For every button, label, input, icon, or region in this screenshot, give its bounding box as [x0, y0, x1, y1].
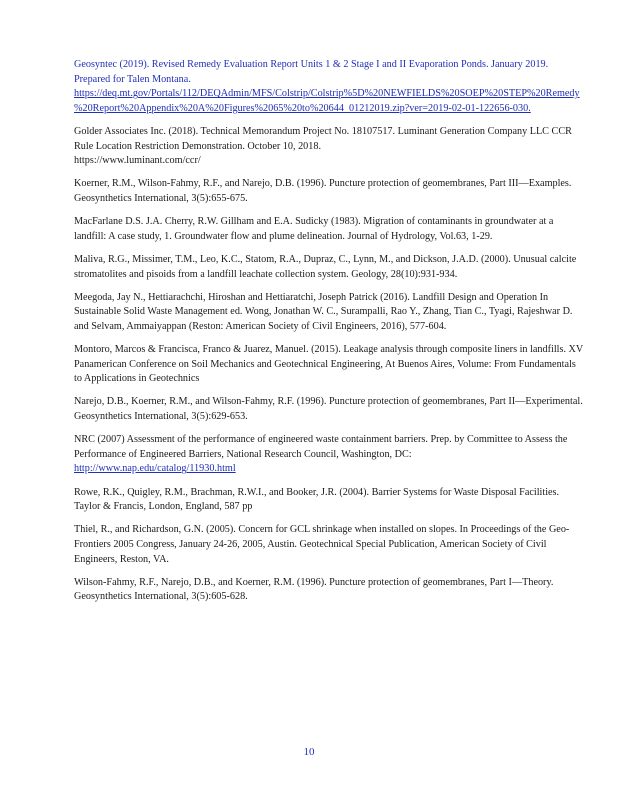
reference-entry: [74, 523, 584, 567]
reference-text: Maliva, R.G., Missimer, T.M., Leo, K.C., Statom, R.A., Dupraz, C., Lynn, M., and Dickson, J.A.D. (2000). Unusual calcite stromatolites and pisoids from a landfill leachate collection system. Geology, 28(10):931-934.: [74, 253, 577, 280]
reference-text: Thiel, R., and Richardson, G.N. (2005). Concern for GCL shrinkage when installed on slopes. In Proceedings of the Geo-Frontiers 2005 Congress, January 24-26, 2005, Austin. Geotechnical Special Publication, American Society of Civil Engineers, Reston, VA.: [74, 524, 570, 565]
reference-text: Montoro, Marcos & Francisca, Franco & Juarez, Manuel. (2015). Leakage analysis through composite liners in landfills. XV Panamerican Conference on Soil Mechanics and Geotechnical Engineering, At Buenos Aires, Volume: From Fundamentals to Applications in Geotechnics: [74, 344, 584, 385]
reference-text: MacFarlane D.S. J.A. Cherry, R.W. Gillham and E.A. Sudicky (1983). Migration of contaminants in groundwater at a landfill: A case study, 1. Groundwater flow and plume delineation. Journal of Hydrology, Vol.63, 1-29.: [74, 216, 554, 242]
reference-entry: [74, 486, 584, 515]
reference-entry: [74, 253, 584, 282]
reference-list: [74, 58, 584, 614]
reference-link[interactable]: http://www.nap.edu/catalog/11930.html: [74, 463, 236, 475]
reference-text: Golder Associates Inc. (2018). Technical Memorandum Project No. 18107517. Luminant Generation Company LLC CCR Rule Location Restriction Demonstration. October 10, 2018.: [74, 125, 572, 152]
reference-link[interactable]: https://deq.mt.gov/Portals/112/DEQAdmin/MFS/Colstrip/Colstrip%5D%20NEWFIELDS%20SOEP%20STEP%20Remedy%20Report%20Appendix%20A%20Figures%2065%20to%20644_01212019.zip?ver=2019-02-01-122656-030.: [74, 88, 580, 114]
reference-url: https://www.luminant.com/ccr/: [74, 155, 201, 167]
reference-entry: [74, 125, 584, 169]
reference-entry: [74, 343, 584, 387]
reference-entry: [74, 291, 584, 335]
reference-text: Narejo, D.B., Koerner, R.M., and Wilson-Fahmy, R.F. (1996). Puncture protection of geomembranes, Part II—Experimental. Geosynthetics International, 3(5):629-653.: [74, 396, 583, 423]
reference-entry: [74, 215, 584, 244]
reference-text: Koerner, R.M., Wilson-Fahmy, R.F., and Narejo, D.B. (1996). Puncture protection of geomembranes, Part III—Examples. Geosynthetics International, 3(5):655-675.: [74, 178, 572, 204]
reference-text: Meegoda, Jay N., Hettiarachchi, Hiroshan and Hettiaratchi, Joseph Patrick (2016). Landfill Design and Operation In Sustainable Solid Waste Management ed. Wong, Jonathan W. C., Surampalli, Rao Y., Zhang, Tian C., Tyagi, Rajeshwar D. and Selvam, Ammaiyappan (Reston: American Society of Civil Engineers, 2016), 577-604.: [74, 291, 573, 332]
page-number: 10: [303, 746, 315, 758]
reference-text: Geosyntec (2019). Revised Remedy Evaluation Report Units 1 & 2 Stage I and II Evaporation Ponds. January 2019. Prepared for Talen Montana.: [74, 59, 549, 85]
reference-text: Wilson-Fahmy, R.F., Narejo, D.B., and Koerner, R.M. (1996). Puncture protection of geomembranes, Part I—Theory. Geosynthetics International, 3(5):605-628.: [74, 576, 554, 603]
reference-text: NRC (2007) Assessment of the performance of engineered waste containment barriers. Prep. by Committee to Assess the Performance of Engineered Barriers, National Research Council, Washington, DC:: [74, 434, 568, 460]
reference-text: Rowe, R.K., Quigley, R.M., Brachman, R.W.I., and Booker, J.R. (2004). Barrier Systems for Waste Disposal Facilities. Taylor & Francis, London, England, 587 pp: [74, 486, 560, 513]
reference-entry: [74, 576, 584, 605]
reference-entry: [74, 58, 584, 116]
reference-entry: [74, 395, 584, 424]
reference-entry: [74, 433, 584, 477]
reference-entry: [74, 177, 584, 206]
